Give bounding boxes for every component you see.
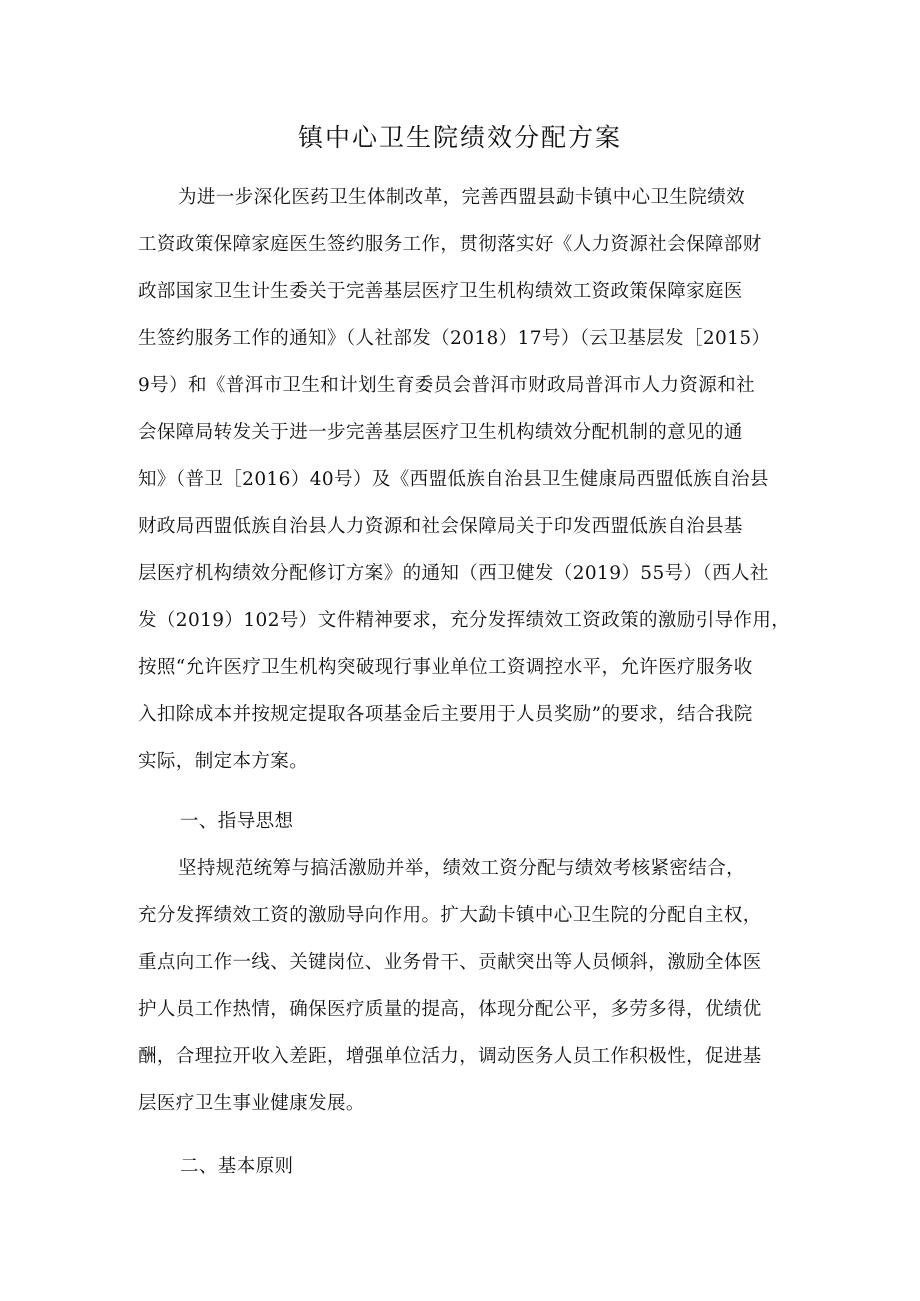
intro-line: 为进一步深化医药卫生体制改革，完善西盟县勐卡镇中心卫生院绩效 — [178, 187, 746, 208]
intro-line: 层医疗机构绩效分配修订方案》的通知（西卫健发（2019）55号）（西人社 — [138, 563, 769, 584]
intro-line: 政部国家卫生计生委关于完善基层医疗卫生机构绩效工资政策保障家庭医 — [138, 281, 743, 302]
intro-line: 财政局西盟低族自治县人力资源和社会保障局关于印发西盟低族自治县基 — [138, 516, 743, 537]
intro-line: 生签约服务工作的通知》（人社部发（2018）17号）（云卫基层发［2015） — [138, 328, 771, 349]
section1-line: 护人员工作热情，确保医疗质量的提高，体现分配公平，多劳多得，优绩优 — [138, 999, 762, 1020]
section1-line: 层医疗卫生事业健康发展。 — [138, 1093, 365, 1114]
intro-line: 发（2019）102号）文件精神要求，充分发挥绩效工资政策的激励引导作用， — [138, 610, 791, 631]
intro-line: 按照“允许医疗卫生机构突破现行事业单位工资调控水平，允许医疗服务收 — [138, 657, 753, 678]
section1-line: 重点向工作一线、关键岗位、业务骨干、贡献突出等人员倾斜，激励全体医 — [138, 952, 762, 973]
section-heading-1: 一、指导思想 — [180, 811, 294, 832]
intro-line: 9号）和《普洱市卫生和计划生育委员会普洱市财政局普洱市人力资源和社 — [138, 375, 755, 396]
intro-line: 工资政策保障家庭医生签约服务工作，贯彻落实好《人力资源社会保障部财 — [138, 234, 762, 255]
section1-line: 坚持规范统筹与搞活激励并举，绩效工资分配与绩效考核紧密结合， — [178, 858, 746, 879]
intro-line: 入扣除成本并按规定提取各项基金后主要用于人员奖励”的要求，结合我院 — [138, 704, 753, 725]
document-title: 镇中心卫生院绩效分配方案 — [297, 123, 622, 152]
intro-line: 会保障局转发关于进一步完善基层医疗卫生机构绩效分配机制的意见的通 — [138, 422, 743, 443]
intro-line: 实际，制定本方案。 — [138, 751, 309, 772]
intro-line: 知》（普卫［2016）40号）及《西盟低族自治县卫生健康局西盟低族自治县 — [138, 469, 769, 490]
section1-line: 充分发挥绩效工资的激励导向作用。扩大勐卡镇中心卫生院的分配自主权， — [138, 905, 762, 926]
section-heading-2: 二、基本原则 — [180, 1156, 294, 1177]
section1-line: 酬，合理拉开收入差距，增强单位活力，调动医务人员工作积极性，促进基 — [138, 1046, 762, 1067]
